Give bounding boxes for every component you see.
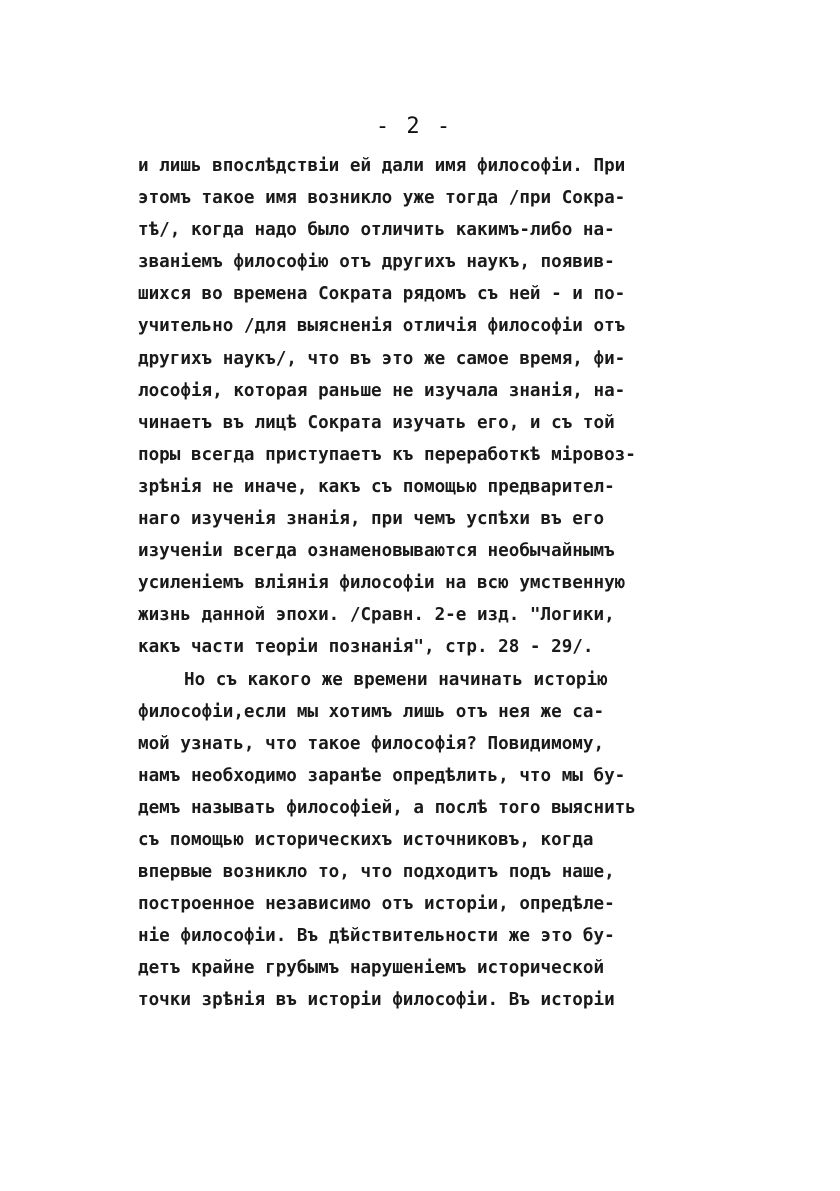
text-line: построенное независимо отъ исторіи, опредѣле- [138,894,615,915]
text-line: философіи,если мы хотимъ лишь отъ нея же са- [138,701,605,722]
text-line: детъ крайне грубымъ нарушеніемъ исторической [138,958,605,979]
text-line: наго изученія знанія, при чемъ успѣхи въ его [138,509,605,530]
text-line: этомъ такое имя возникло уже тогда /при Сокра- [138,188,626,209]
text-line: поры всегда приступаетъ къ переработкѣ міровоз- [138,444,636,465]
text-line: демъ называть философіей, а послѣ того выяснить [138,797,636,818]
text-line: съ помощью историческихъ источниковъ, когда [138,829,594,850]
text-line: намъ необходимо заранѣе опредѣлить, что мы бу- [138,765,626,786]
text-line: ніе философіи. Въ дѣйствительности же это бу- [138,926,615,947]
text-line: и лишь впослѣдствіи ей дали имя философіи. При [138,156,626,176]
text-line: жизнь данной эпохи. /Сравн. 2-е изд. "Логики, [138,605,615,626]
text-line: какъ части теоріи познанія", стр. 28 - 29/. [138,637,594,658]
text-line: точки зрѣнія въ исторіи философіи. Въ исторіи [138,990,615,1011]
text-line: изученіи всегда ознаменовываются необычайнымъ [138,541,615,562]
text-line: учительно /для выясненія отличія философіи отъ [138,316,626,337]
text-line: мой узнать, что такое философія? Повидимому, [138,733,605,754]
text-line: другихъ наукъ/, что въ это же самое время, фи- [138,348,626,369]
text-line: лософія, которая раньше не изучала знанія, на- [138,380,626,401]
paragraph-start-line: Но съ какого же времени начинать исторію [184,669,608,690]
text-line: усиленіемъ вліянія философіи на всю умственную [138,573,626,594]
text-line: шихся во времена Сократа рядомъ съ ней - и по- [138,284,626,305]
text-line: тѣ/, когда надо было отличить какимъ-либо на- [138,220,615,241]
body-text [138,150,683,1017]
text-line: званіемъ философію отъ другихъ наукъ, появив- [138,252,615,273]
page-number: - 2 - [375,114,453,139]
text-line: чинаетъ въ лицѣ Сократа изучать его, и съ той [138,412,615,433]
text-line: впервые возникло то, что подходитъ подъ наше, [138,862,615,883]
text-line: зрѣнія не иначе, какъ съ помощью предварител- [138,476,615,497]
